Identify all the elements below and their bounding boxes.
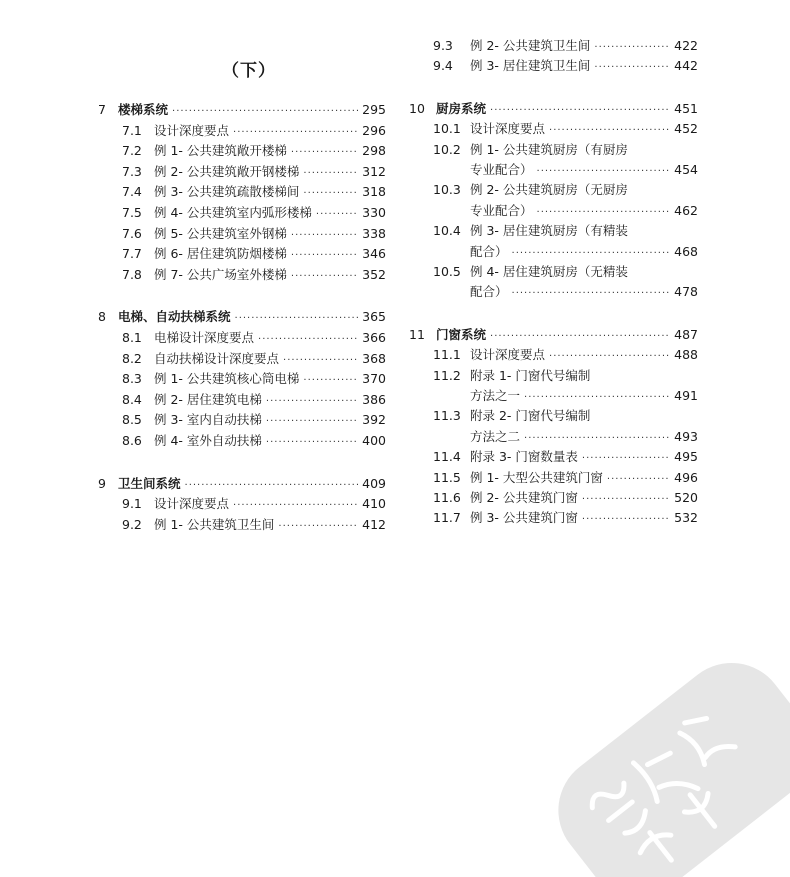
dot-leader	[582, 450, 670, 468]
toc-entry-title: 例 2- 公共建筑厨房（无厨房	[470, 182, 628, 198]
toc-entry-page: 400	[362, 433, 386, 448]
toc-entry-number: 10.4	[433, 223, 461, 239]
toc-entry	[433, 469, 698, 487]
toc-chapter	[98, 308, 386, 326]
toc-entry-page: 493	[674, 428, 698, 444]
dot-leader	[524, 430, 670, 448]
toc-entry-page: 442	[674, 58, 698, 74]
toc-entry-page: 478	[674, 284, 698, 300]
dot-leader	[266, 393, 358, 411]
toc-entry-number: 11.2	[433, 367, 461, 383]
toc-entry-title: 例 4- 公共建筑室内弧形楼梯	[154, 205, 312, 220]
toc-entry-title: 附录 3- 门窗数量表	[470, 449, 578, 465]
toc-entry-line1	[433, 181, 698, 199]
toc-entry-title: 例 2- 公共建筑门窗	[470, 490, 578, 505]
dot-leader	[235, 310, 359, 328]
toc-entry-page: 410	[362, 496, 386, 512]
toc-entry-line1	[433, 367, 698, 385]
dot-leader	[537, 204, 671, 222]
dot-leader	[490, 102, 670, 120]
toc-entry	[122, 516, 386, 534]
toc-chapter	[409, 100, 698, 118]
toc-entry	[433, 57, 698, 75]
toc-entry	[433, 37, 698, 55]
dot-leader	[537, 163, 671, 181]
toc-entry-number: 8.3	[122, 371, 142, 387]
dot-leader	[291, 227, 358, 245]
toc-entry	[433, 509, 698, 527]
dot-leader	[524, 389, 670, 407]
toc-entry	[122, 391, 386, 409]
toc-entry-page: 338	[362, 225, 386, 241]
toc-entry-title: 例 4- 室外自动扶梯	[154, 433, 262, 448]
toc-entry-number: 7.7	[122, 246, 142, 262]
toc-chapter-page: 295	[362, 102, 386, 117]
dot-leader	[291, 144, 358, 162]
toc-entry	[122, 432, 386, 450]
toc-entry-number: 10.1	[433, 121, 461, 137]
toc-entry-title-continued: 专业配合）	[470, 202, 533, 218]
toc-entry-page: 368	[362, 350, 386, 366]
toc-entry-title: 例 2- 居住建筑电梯	[154, 391, 262, 407]
toc-entry-number: 11.4	[433, 449, 461, 465]
dot-leader	[582, 491, 670, 509]
dot-leader	[266, 434, 358, 452]
toc-entry-number: 7.4	[122, 184, 142, 200]
toc-entry-title-continued: 专业配合）	[470, 162, 533, 177]
toc-entry	[122, 411, 386, 429]
toc-entry	[122, 370, 386, 388]
toc-entry-number: 7.3	[122, 163, 142, 179]
toc-entry-page: 366	[362, 330, 386, 345]
toc-entry-title: 例 3- 居住建筑厨房（有精装	[470, 223, 628, 239]
toc-entry-page: 412	[362, 516, 386, 532]
toc-entry-title: 例 5- 公共建筑室外钢梯	[154, 225, 287, 241]
dot-leader	[303, 185, 358, 203]
toc-entry-page: 352	[362, 266, 386, 282]
toc-chapter-title: 门窗系统	[436, 326, 487, 342]
toc-entry	[122, 495, 386, 513]
toc-entry-line1	[433, 141, 698, 159]
toc-entry-title-continued: 方法之一	[470, 388, 521, 403]
dot-leader	[303, 372, 358, 390]
toc-chapter	[98, 101, 386, 119]
dot-leader	[233, 497, 358, 515]
toc-entry	[122, 183, 386, 201]
toc-entry	[122, 142, 386, 160]
dot-leader	[303, 165, 358, 183]
toc-chapter-page: 365	[362, 309, 386, 325]
toc-entry-number: 9.2	[122, 516, 142, 532]
toc-entry-title: 例 6- 居住建筑防烟楼梯	[154, 246, 287, 262]
toc-entry-line1	[433, 263, 698, 281]
toc-entry	[122, 163, 386, 181]
toc-entry-page: 386	[362, 391, 386, 407]
toc-entry-number: 8.2	[122, 350, 142, 366]
toc-entry-page: 452	[674, 121, 698, 137]
toc-entry-number: 10.5	[433, 264, 461, 279]
toc-entry-page: 330	[362, 205, 386, 220]
toc-entry-title: 例 1- 公共建筑厨房（有厨房	[470, 141, 628, 157]
toc-entry-title: 例 2- 公共建筑敞开钢楼梯	[154, 163, 300, 179]
toc-entry	[122, 122, 386, 140]
toc-entry-page: 422	[674, 38, 698, 53]
toc-chapter-title: 卫生间系统	[118, 475, 181, 491]
toc-chapter-page: 409	[362, 475, 386, 491]
toc-entry-title: 例 3- 公共建筑门窗	[470, 510, 578, 526]
toc-entry	[122, 245, 386, 263]
toc-entry-page: 318	[362, 184, 386, 200]
dot-leader	[233, 124, 358, 142]
toc-entry-line1	[433, 222, 698, 240]
toc-entry-number: 9.4	[433, 58, 453, 74]
toc-entry-page: 488	[674, 347, 698, 363]
dot-leader	[266, 413, 358, 431]
toc-entry-title: 附录 2- 门窗代号编制	[470, 408, 591, 424]
dot-leader	[582, 511, 670, 529]
toc-entry-number: 8.5	[122, 412, 142, 428]
toc-entry-page: 532	[674, 510, 698, 526]
toc-entry-title: 附录 1- 门窗代号编制	[470, 367, 591, 383]
toc-entry-title: 设计深度要点	[470, 121, 546, 137]
toc-chapter-page: 487	[674, 326, 698, 342]
dot-leader	[549, 122, 670, 140]
toc-entry-number: 11.3	[433, 408, 461, 424]
dot-leader	[283, 352, 358, 370]
dot-leader	[607, 471, 670, 489]
toc-entry-title: 例 1- 公共建筑核心筒电梯	[154, 371, 300, 387]
toc-chapter-number: 8	[98, 309, 106, 325]
dot-leader	[185, 477, 359, 495]
toc-entry-title: 设计深度要点	[154, 496, 230, 512]
toc-entry-title: 例 1- 公共建筑敞开楼梯	[154, 143, 287, 159]
toc-chapter-title: 楼梯系统	[118, 102, 169, 117]
toc-entry-page: 462	[674, 202, 698, 218]
toc-entry-page: 312	[362, 163, 386, 179]
toc-entry-title: 例 3- 居住建筑卫生间	[470, 58, 591, 74]
toc-chapter-number: 9	[98, 475, 106, 491]
toc-entry-line1	[433, 407, 698, 425]
toc-chapter	[98, 475, 386, 493]
toc-entry	[433, 346, 698, 364]
dot-leader	[172, 103, 358, 121]
toc-entry	[122, 329, 386, 347]
toc-entry	[122, 266, 386, 284]
toc-entry-title: 自动扶梯设计深度要点	[154, 350, 280, 366]
toc-entry-title: 例 1- 公共建筑卫生间	[154, 516, 275, 532]
dot-leader	[594, 59, 670, 77]
toc-entry-title: 例 3- 室内自动扶梯	[154, 412, 262, 428]
toc-entry	[470, 161, 698, 179]
dot-leader	[291, 268, 358, 286]
dot-leader	[549, 348, 670, 366]
toc-entry-number: 8.6	[122, 433, 142, 448]
toc-entry-title-continued: 配合）	[470, 284, 508, 300]
toc-entry-title-continued: 配合）	[470, 243, 508, 259]
toc-entry	[470, 387, 698, 405]
dot-leader	[316, 206, 358, 224]
dot-leader	[258, 331, 358, 349]
toc-entry	[470, 283, 698, 301]
toc-chapter-title: 厨房系统	[436, 100, 487, 116]
toc-entry-number: 9.3	[433, 38, 453, 53]
toc-entry-page: 346	[362, 246, 386, 262]
dot-leader	[278, 518, 358, 536]
toc-entry	[470, 428, 698, 446]
toc-entry	[122, 350, 386, 368]
watermark-seal	[520, 640, 790, 877]
toc-entry-page: 392	[362, 412, 386, 428]
toc-chapter	[409, 326, 698, 344]
toc-entry-page: 491	[674, 388, 698, 403]
toc-chapter-number: 7	[98, 102, 106, 117]
toc-chapter-page: 451	[674, 100, 698, 116]
toc-chapter-title: 电梯、自动扶梯系统	[118, 309, 231, 325]
toc-entry-page: 495	[674, 449, 698, 465]
page-title: （下）	[222, 61, 276, 81]
toc-entry-number: 11.1	[433, 347, 461, 363]
toc-entry-number: 11.7	[433, 510, 461, 526]
toc-entry	[470, 243, 698, 261]
toc-entry-title: 例 1- 大型公共建筑门窗	[470, 469, 603, 485]
toc-entry-page: 296	[362, 122, 386, 138]
toc-entry-page: 496	[674, 469, 698, 485]
dot-leader	[594, 39, 670, 57]
toc-entry-number: 11.5	[433, 469, 461, 485]
toc-entry-page: 298	[362, 143, 386, 159]
toc-entry-title: 例 4- 居住建筑厨房（无精装	[470, 264, 628, 279]
toc-chapter-number: 11	[409, 326, 425, 342]
toc-entry-title: 电梯设计深度要点	[154, 330, 255, 345]
toc-entry-title: 设计深度要点	[154, 122, 230, 138]
toc-entry-number: 8.4	[122, 391, 142, 407]
dot-leader	[512, 285, 671, 303]
toc-entry-page: 520	[674, 490, 698, 505]
toc-entry	[433, 448, 698, 466]
toc-entry-title: 例 3- 公共建筑疏散楼梯间	[154, 184, 300, 200]
toc-entry-number: 10.3	[433, 182, 461, 198]
toc-entry-title: 例 7- 公共广场室外楼梯	[154, 266, 287, 282]
toc-entry-number: 10.2	[433, 141, 461, 157]
toc-entry-title: 设计深度要点	[470, 347, 546, 363]
toc-chapter-number: 10	[409, 100, 425, 116]
toc-entry	[433, 489, 698, 507]
toc-entry	[122, 225, 386, 243]
toc-entry-number: 9.1	[122, 496, 142, 512]
dot-leader	[291, 247, 358, 265]
toc-entry-page: 370	[362, 371, 386, 387]
toc-entry-number: 11.6	[433, 490, 461, 505]
toc-entry-title: 例 2- 公共建筑卫生间	[470, 38, 591, 53]
toc-entry-page: 454	[674, 162, 698, 177]
toc-entry	[470, 202, 698, 220]
toc-entry	[433, 120, 698, 138]
dot-leader	[512, 245, 671, 263]
toc-entry-title-continued: 方法之二	[470, 428, 521, 444]
toc-entry	[122, 204, 386, 222]
toc-entry-number: 7.6	[122, 225, 142, 241]
toc-entry-number: 7.5	[122, 205, 142, 220]
dot-leader	[490, 328, 670, 346]
watermark-text: PDG	[733, 830, 772, 867]
toc-entry-number: 7.8	[122, 266, 142, 282]
toc-entry-number: 7.2	[122, 143, 142, 159]
toc-entry-page: 468	[674, 243, 698, 259]
toc-entry-number: 8.1	[122, 330, 142, 345]
toc-entry-number: 7.1	[122, 122, 142, 138]
